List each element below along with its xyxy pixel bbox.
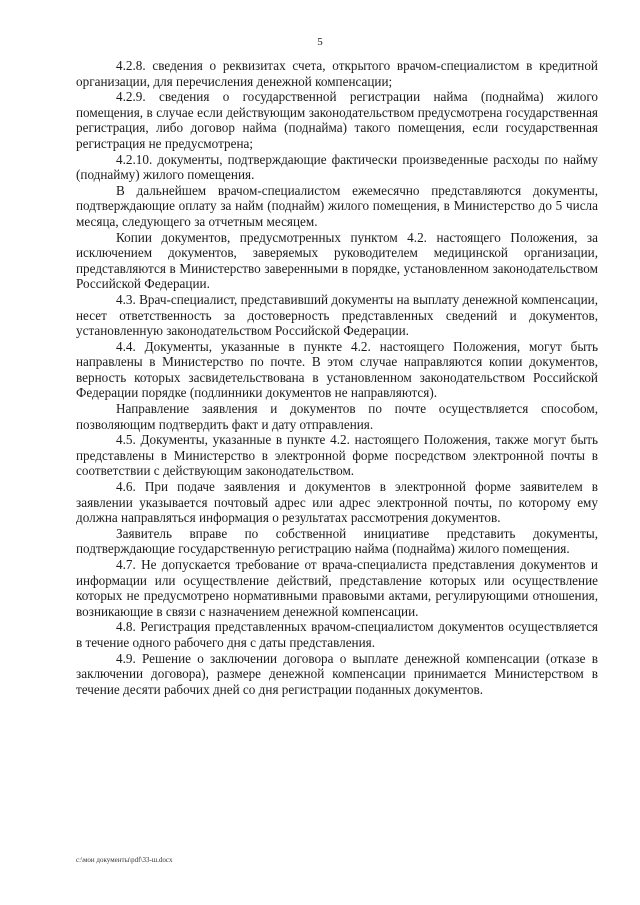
footer-file-path: c:\мои документы\pdf\33-ш.docx — [76, 856, 173, 864]
paragraph-applicant-initiative: Заявитель вправе по собственной инициативе представить документы, подтверждающие государственную регистрацию найма (поднайма) жилого помещения. — [76, 525, 598, 557]
paragraph-monthly-documents: В дальнейшем врачом-специалистом ежемесячно представляются документы, подтверждающие оплату за найм (поднайм) жилого помещения, в Министерство до 5 числа месяца, следующего за отчетным месяцем. — [76, 182, 598, 229]
paragraph-4-4: 4.4. Документы, указанные в пункте 4.2. настоящего Положения, могут быть направлены в Министерство по почте. В этом случае направляются копии документов, верность которых засвидетельствована в установленном законодательством Российской Федерации порядке (подлинники документов не направляются). — [76, 338, 598, 401]
paragraph-4-6: 4.6. При подаче заявления и документов в электронной форме заявителем в заявлении указывается почтовый адрес или адрес электронной почты, по которому ему должна направляться информация о результатах рассмотрения документов. — [76, 479, 598, 526]
paragraph-4-2-10: 4.2.10. документы, подтверждающие фактически произведенные расходы по найму (поднайму) жилого помещения. — [76, 151, 598, 183]
document-body — [76, 58, 598, 697]
page-number: 5 — [317, 36, 323, 48]
paragraph-4-2-9: 4.2.9. сведения о государственной регистрации найма (поднайма) жилого помещения, в случае если действующим законодательством предусмотрена государственная регистрация, либо договор найма (поднайма) такого помещения, если государственная регистрация не предусмотрена; — [76, 89, 598, 151]
paragraph-copies: Копии документов, предусмотренных пунктом 4.2. настоящего Положения, за исключением документов, заверяемых руководителем медицинской организации, представляются в Министерство заверенными в порядке, установленном законодательством Российской Федерации. — [76, 229, 598, 292]
paragraph-mail-delivery: Направление заявления и документов по почте осуществляется способом, позволяющим подтвердить факт и дату отправления. — [76, 401, 598, 432]
paragraph-4-8: 4.8. Регистрация представленных врачом-специалистом документов осуществляется в течение одного рабочего дня с даты представления. — [76, 619, 598, 650]
paragraph-4-7: 4.7. Не допускается требование от врача-специалиста представления документов и информации или осуществление действий, представление которых или осуществление которых не предусмотрено нормативными правовыми актами, регулирующими отношения, возникающие в связи с назначением денежной компенсации. — [76, 557, 598, 619]
paragraph-4-2-8: 4.2.8. сведения о реквизитах счета, открытого врачом-специалистом в кредитной организации, для перечисления денежной компенсации; — [76, 58, 598, 89]
paragraph-4-5: 4.5. Документы, указанные в пункте 4.2. настоящего Положения, также могут быть представлены в Министерство в электронной форме посредством электронной почты в соответствии с действующим законодательством. — [76, 432, 598, 479]
paragraph-4-3: 4.3. Врач-специалист, представивший документы на выплату денежной компенсации, несет ответственность за достоверность представленных сведений и документов, установленную законодательством Российской Федерации. — [76, 291, 598, 339]
paragraph-4-9: 4.9. Решение о заключении договора о выплате денежной компенсации (отказе в заключении договора), размере денежной компенсации принимается Министерством в течение десяти рабочих дней со дня регистрации поданных документов. — [76, 650, 598, 697]
